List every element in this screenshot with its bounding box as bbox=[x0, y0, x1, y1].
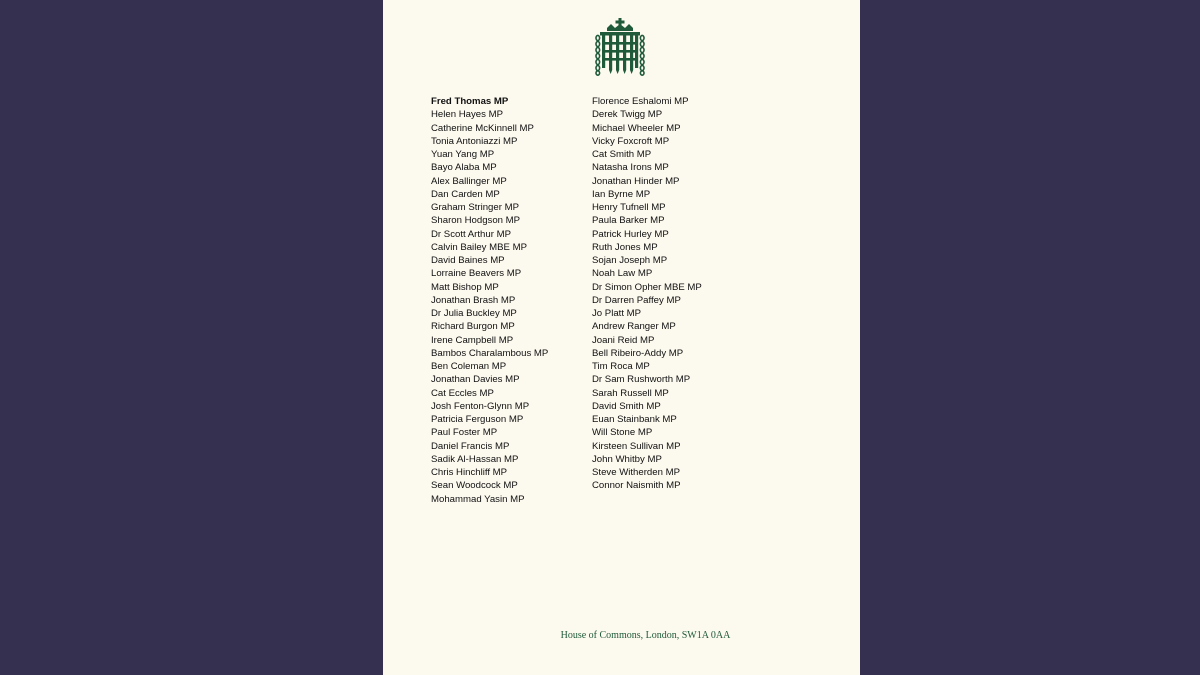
signatory-name: Joani Reid MP bbox=[592, 334, 655, 346]
signatory-name: Henry Tufnell MP bbox=[592, 202, 666, 213]
signatory-name: Calvin Bailey MBE MP bbox=[431, 241, 527, 253]
signatory-name: Bambos Charalambous MP bbox=[431, 347, 549, 359]
signatory-name: Jonathan Davies MP bbox=[431, 374, 520, 386]
portcullis-crest-icon bbox=[595, 18, 645, 76]
signatory-name: Paul Foster MP bbox=[431, 427, 498, 439]
signatory-name: Mohammad Yasin MP bbox=[431, 493, 525, 505]
signatory-name: Yuan Yang MP bbox=[431, 149, 495, 160]
letter-page bbox=[383, 0, 860, 675]
signatory-name: John Whitby MP bbox=[592, 453, 662, 465]
signatory-name: Cat Eccles MP bbox=[431, 387, 494, 399]
signatory-name: Alex Ballinger MP bbox=[431, 175, 507, 187]
signatory-name: Dan Carden MP bbox=[431, 188, 500, 200]
signatory-name: Ian Byrne MP bbox=[592, 188, 651, 200]
signatory-name: Connor Naismith MP bbox=[592, 480, 681, 492]
signatory-name: Euan Stainbank MP bbox=[592, 414, 677, 425]
signatory-name: Will Stone MP bbox=[592, 427, 653, 439]
signatory-name: Derek Twigg MP bbox=[592, 109, 663, 121]
signatory-name: Andrew Ranger MP bbox=[592, 321, 676, 333]
signatory-name: Florence Eshalomi MP bbox=[592, 96, 689, 107]
signatory-name: Patricia Ferguson MP bbox=[431, 414, 524, 425]
signatory-name: Josh Fenton-Glynn MP bbox=[431, 400, 530, 412]
signatory-name: Bell Ribeiro-Addy MP bbox=[592, 347, 684, 359]
signatory-name: Chris Hinchliff MP bbox=[431, 467, 508, 478]
signatory-name: Noah Law MP bbox=[592, 268, 653, 280]
signatory-name: Vicky Foxcroft MP bbox=[592, 135, 670, 147]
signatory-name: Dr Sam Rushworth MP bbox=[592, 374, 691, 386]
signatory-name: Helen Hayes MP bbox=[431, 109, 503, 121]
signatory-name: Sean Woodcock MP bbox=[431, 480, 518, 492]
signatory-name: Graham Stringer MP bbox=[431, 202, 519, 213]
signatory-name: Sharon Hodgson MP bbox=[431, 215, 521, 227]
signatory-name: Daniel Francis MP bbox=[431, 440, 510, 452]
signatory-name: Sarah Russell MP bbox=[592, 387, 669, 399]
signatory-name: Jonathan Brash MP bbox=[431, 294, 516, 306]
signatory-name: Sadik Al-Hassan MP bbox=[431, 453, 519, 465]
signatory-name: Ben Coleman MP bbox=[431, 361, 507, 372]
signatory-name: Steve Witherden MP bbox=[592, 467, 680, 478]
signatory-name: Dr Scott Arthur MP bbox=[431, 228, 511, 240]
signatory-name: Patrick Hurley MP bbox=[592, 228, 669, 240]
signatory-name: Paula Barker MP bbox=[592, 215, 665, 227]
signatory-name: Lorraine Beavers MP bbox=[431, 268, 522, 280]
signatory-name: Dr Simon Opher MBE MP bbox=[592, 281, 702, 293]
signatory-name: Matt Bishop MP bbox=[431, 281, 499, 293]
signatory-name: Michael Wheeler MP bbox=[592, 122, 681, 134]
signatories-left-column bbox=[431, 95, 548, 506]
signatory-name: David Baines MP bbox=[431, 255, 505, 266]
signatory-name: Ruth Jones MP bbox=[592, 241, 658, 253]
signatory-name: Irene Campbell MP bbox=[431, 334, 514, 346]
signatory-name: Cat Smith MP bbox=[592, 149, 652, 160]
signatory-name: Fred Thomas MP bbox=[431, 96, 509, 107]
signatory-name: Kirsteen Sullivan MP bbox=[592, 440, 681, 452]
signatory-name: Bayo Alaba MP bbox=[431, 162, 497, 174]
signatory-name: David Smith MP bbox=[592, 400, 661, 412]
signatory-name: Tonia Antoniazzi MP bbox=[431, 135, 518, 147]
signatory-name: Dr Darren Paffey MP bbox=[592, 294, 681, 306]
signatory-name: Jonathan Hinder MP bbox=[592, 175, 680, 187]
signatories-right-column bbox=[592, 95, 702, 493]
signatory-name: Jo Platt MP bbox=[592, 308, 642, 319]
signatory-name: Natasha Irons MP bbox=[592, 162, 669, 174]
signatory-name: Dr Julia Buckley MP bbox=[431, 308, 517, 319]
footer-address: House of Commons, London, SW1A 0AA bbox=[560, 630, 731, 641]
signatory-name: Sojan Joseph MP bbox=[592, 255, 668, 266]
signatory-name: Tim Roca MP bbox=[592, 361, 650, 372]
signatory-name: Richard Burgon MP bbox=[431, 321, 515, 333]
signatory-name: Catherine McKinnell MP bbox=[431, 122, 534, 134]
